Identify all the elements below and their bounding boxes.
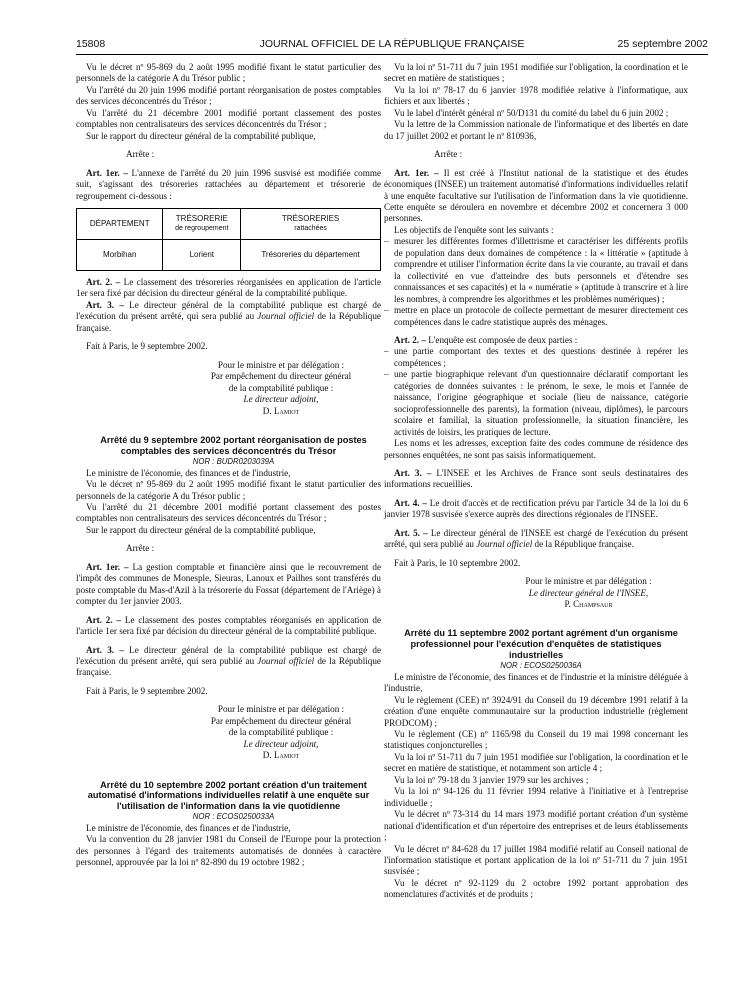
visa: Le ministre de l'économie, des finances et de l'industrie, xyxy=(86,822,291,833)
visa: Vu la loi nº 51-711 du 7 juin 1951 modifiée sur l'obligation, la coordination et le secret en matière de statistique, et notamment son article 4 ; xyxy=(384,751,688,774)
visa: Vu la loi nº 51-711 du 7 juin 1951 modifiée sur l'obligation, la coordination et le secret en matière de statistiques ; xyxy=(384,62,688,84)
list-item: – une partie biographique relevant d'un questionnaire déclaratif comportant les catégories de données suivantes : le prénom, le sexe, le mois et l'année de naissance, l'origine géographique et sociale (lieu de naissance, catégorie socioprofessionnelle des parents), la formation (niveau, diplômes), le parcours scolaire et familial, la situation professionnelle, la situation financière, les activités de loisirs, les pratiques de lecture. xyxy=(394,369,688,438)
signature-role: Le directeur général de l'INSEE, xyxy=(528,587,649,598)
treasury-table xyxy=(76,208,381,271)
article: Art. 4. – Le droit d'accès et de rectification prévu par l'article 34 de la loi du 6 janvier 1978 susvisée s'exerce auprès des directions régionales de l'INSEE. xyxy=(384,497,688,520)
table-cell: Lorient xyxy=(163,239,241,270)
visa: Vu le décret nº 92-1129 du 2 octobre 1992 portant approbation des nomenclatures d'activités et de produits ; xyxy=(384,877,688,900)
visa: Vu la loi nº 94-126 du 11 février 1994 relative à l'initiative et à l'entreprise individuelle ; xyxy=(384,786,688,808)
article: Art. 1er. – L'annexe de l'arrêté du 20 juin 1996 susvisé est modifiée comme suit, s'agissant des trésoreries rattachées au département et trésorerie de regroupement ci-dessous : xyxy=(76,167,381,201)
article: Art. 3. – Le directeur général de la comptabilité publique est chargé de l'exécution du présent arrêté, qui sera publié au Journal officiel de la République française. xyxy=(76,644,382,678)
signature-line: Pour le ministre et par délégation : xyxy=(217,359,345,370)
visa: Le ministre de l'économie, des finances et de l'industrie et la ministre déléguée à l'industrie, xyxy=(384,671,688,694)
decree-title: Arrêté du 9 septembre 2002 portant réorganisation de postes comptables des services déconcentrés du Trésor xyxy=(100,434,367,456)
nor-reference: NOR : ECOS0250036A xyxy=(500,661,582,671)
visa: Le ministre de l'économie, des finances et de l'industrie, xyxy=(86,467,291,478)
article: Art. 2. – Le classement des postes comptables réorganisés en application de l'article 1er sera fixé par décision du directeur général de la comptabilité publique. xyxy=(76,614,381,637)
arrete-label: Arrête : xyxy=(126,543,155,554)
table-header: TRÉSORERIE de regroupement xyxy=(163,208,241,239)
article: Art. 2. – Le classement des trésoreries réorganisées en application de l'article 1er sera fixé par décision du directeur général de la comptabilité publique. xyxy=(76,276,381,299)
visa: Vu la convention du 28 janvier 1981 du Conseil de l'Europe pour la protection des personnes à l'égard des traitements automatisés de données à caractère personnel, approuvée par la loi nº 82-890 du 19 octobre 1982 ; xyxy=(76,834,381,868)
visa: Vu le décret nº 95-869 du 2 août 1995 modifié fixant le statut particulier des personnels de la catégorie A du Trésor public ; xyxy=(76,62,381,84)
article: Art. 3. – L'INSEE et les Archives de France sont seuls destinataires des informations recueillies. xyxy=(384,467,688,490)
signature-line: Par empêchement du directeur général xyxy=(210,371,352,382)
visa: Vu le décret nº 95-869 du 2 août 1995 modifié fixant le statut particulier des personnels de la catégorie A du Trésor public ; xyxy=(76,479,381,501)
visa: Vu le décret nº 84-628 du 17 juillet 1984 modifié relatif au Conseil national de l'information statistique et portant application de la loi nº 51-711 du 7 juin 1951 susvisée ; xyxy=(384,843,688,877)
page-header xyxy=(76,38,708,52)
decree-title: Arrêté du 11 septembre 2002 portant agrément d'un organisme professionnel pour l'exécution d'enquêtes de statistiques industrielles xyxy=(404,628,678,660)
visa: Vu l'arrêté du 21 décembre 2001 modifié portant classement des postes comptables non centralisateurs des services déconcentrés du Trésor ; xyxy=(76,501,381,524)
visa: Vu le règlement (CE) nº 1165/98 du Conseil du 19 mai 1998 concernant les statistiques conjoncturelles ; xyxy=(384,728,688,751)
header-rule xyxy=(76,54,708,55)
signature-role: Le directeur adjoint, xyxy=(243,394,319,405)
right-column xyxy=(384,62,688,901)
left-column xyxy=(76,62,381,869)
signature-line: Pour le ministre et par délégation : xyxy=(217,704,345,715)
nor-reference: NOR : ECOS0250033A xyxy=(192,812,275,822)
signature-line: Par empêchement du directeur général xyxy=(210,715,352,726)
visa: Vu le décret nº 73-314 du 14 mars 1973 modifié portant création d'un système national d'identification et d'un répertoire des entreprises et de leurs établissements ; xyxy=(384,809,688,843)
signature-line: de la comptabilité publique : xyxy=(228,727,334,738)
journal-title: JOURNAL OFFICIEL DE LA RÉPUBLIQUE FRANÇAISE xyxy=(259,38,525,50)
signature-name: D. Lamiot xyxy=(262,405,300,416)
article: Art. 3. – Le directeur général de la comptabilité publique est chargé de l'exécution du présent arrêté, qui sera publié au Journal officiel de la République française. xyxy=(76,299,382,333)
table-cell: Morbihan xyxy=(77,239,163,270)
visa: Vu la lettre de la Commission nationale de l'informatique et des libertés en date du 17 juillet 2002 et portant le nº 810936, xyxy=(384,119,688,141)
date-line: Fait à Paris, le 9 septembre 2002. xyxy=(86,341,208,352)
signature-role: Le directeur adjoint, xyxy=(243,738,319,749)
signature-line: Pour le ministre et par délégation : xyxy=(525,576,652,587)
parts-list xyxy=(384,346,688,438)
visa: Sur le rapport du directeur général de la comptabilité publique, xyxy=(86,524,316,535)
issue-date: 25 septembre 2002 xyxy=(617,38,708,50)
visa: Sur le rapport du directeur général de la comptabilité publique, xyxy=(86,130,316,141)
list-item: – mesurer les différentes formes d'illettrisme et caractériser les différents profils de population dans deux domaines de compétence : la « littératie » (aptitude à comprendre et utiliser l'information écrite dans la vie courante, au travail et dans la collectivité en vue d'atteindre des buts personnels et d'étendre ses connaissances et ses capacités) et la « numératie » (aptitude à transcrire et à lire les nombres, à comprendre les algorithmes et les problèmes numériques) ; xyxy=(394,236,688,305)
objectives-list xyxy=(384,236,688,328)
table-cell: Trésoreries du département xyxy=(241,239,381,270)
page-number: 15808 xyxy=(76,38,106,50)
arrete-label: Arrête : xyxy=(434,149,463,160)
signature-line: de la comptabilité publique : xyxy=(228,382,334,393)
decree-title: Arrêté du 10 septembre 2002 portant création d'un traitement automatisé d'informations individuelles relatif à une enquête sur l'utilisation de l'information dans la vie quotidienne xyxy=(87,779,370,811)
paragraph: Les noms et les adresses, exception faite des codes commune de résidence des personnes enquêtées, ne sont pas saisis informatiquement. xyxy=(384,438,688,460)
table-header: DÉPARTEMENT xyxy=(77,208,163,239)
nor-reference: NOR : BUDR0203039A xyxy=(192,457,275,467)
list-item: – mettre en place un protocole de collecte permettant de mesurer directement ces compétences dans le cadre statistique auprès des ménages. xyxy=(394,305,688,328)
article: Art. 2. – L'enquête est composée de deux parties : xyxy=(394,334,578,345)
table-header: TRÉSORERIES rattachées xyxy=(241,208,381,239)
signature-name: P. Champsaur xyxy=(564,599,613,610)
arrete-label: Arrête : xyxy=(126,149,155,160)
article: Art. 1er. – La gestion comptable et financière ainsi que le recouvrement de l'impôt des communes de Monesple, Sieuras, Lanoux et Pailhes sont transférés du poste comptable du Mas-d'Azil à la trésorerie du Fossat (département de l'Ariège) à compter du 1er janvier 2003. xyxy=(76,561,381,607)
article: Art. 5. – Le directeur général de l'INSEE est chargé de l'exécution du présent arrêté, qui sera publié au Journal officiel de la République française. xyxy=(384,527,688,550)
visa: Vu le règlement (CEE) nº 3924/91 du Conseil du 19 décembre 1991 relatif à la création d'une enquête communautaire sur la production industrielle (règlement PRODCOM) ; xyxy=(384,694,688,728)
date-line: Fait à Paris, le 9 septembre 2002. xyxy=(86,685,208,696)
visa: Vu la loi nº 78-17 du 6 janvier 1978 modifiée relative à l'informatique, aux fichiers et aux libertés ; xyxy=(384,84,688,107)
list-item: – une partie comportant des textes et des questions destinée à repérer les compétences ; xyxy=(394,346,688,369)
visa: Vu la loi nº 79-18 du 3 janvier 1979 sur les archives ; xyxy=(394,774,589,785)
paragraph: Les objectifs de l'enquête sont les suivants : xyxy=(394,224,554,235)
visa: Vu l'arrêté du 21 décembre 2001 modifié portant classement des postes comptables non centralisateurs des services déconcentrés du Trésor ; xyxy=(76,107,381,130)
article: Art. 1er. – Il est créé à l'Institut national de la statistique et des études économiques (INSEE) un traitement automatisé d'informations individuelles relatif à une enquête facultative sur l'utilisation de l'information dans la vie quotidienne. Cette enquête se déroulera en novembre et décembre 2002 et concernera 3 000 personnes. xyxy=(384,167,689,224)
date-line: Fait à Paris, le 10 septembre 2002. xyxy=(394,557,521,568)
visa: Vu l'arrêté du 20 juin 1996 modifié portant réorganisation de postes comptables des services déconcentrés du Trésor ; xyxy=(76,84,381,107)
visa: Vu le label d'intérêt général nº 50/D131 du comité du label du 6 juin 2002 ; xyxy=(394,107,669,118)
signature-name: D. Lamiot xyxy=(262,750,300,761)
